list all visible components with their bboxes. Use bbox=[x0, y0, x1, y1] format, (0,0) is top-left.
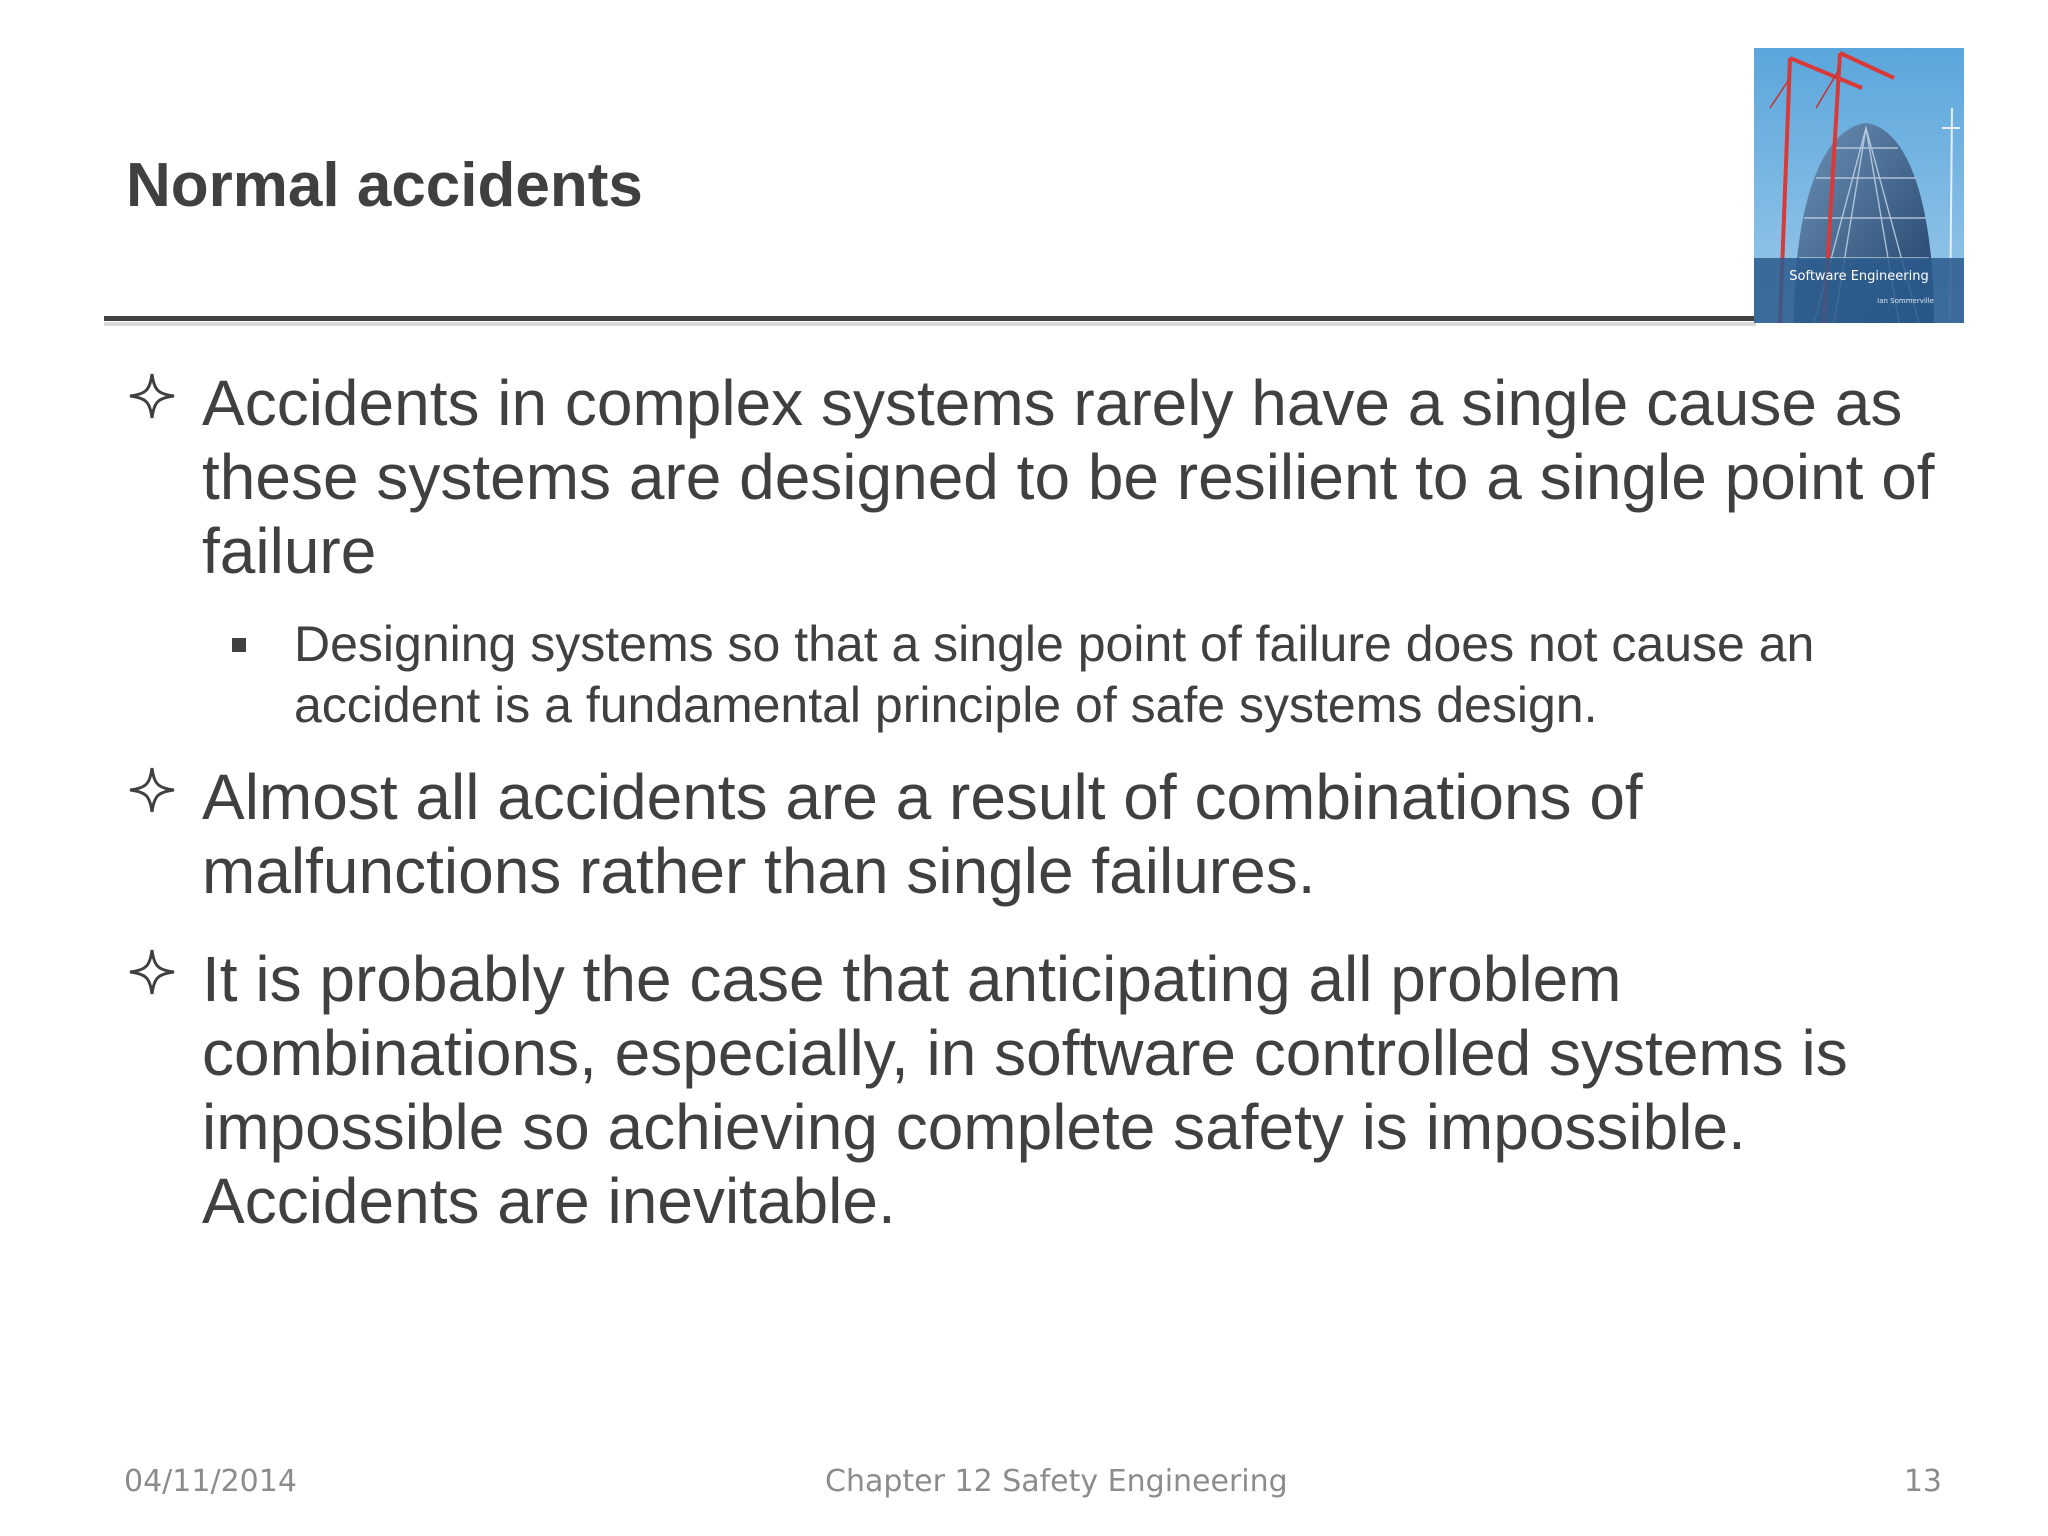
footer-chapter: Chapter 12 Safety Engineering bbox=[825, 1464, 1288, 1499]
footer-page-number: 13 bbox=[1903, 1464, 1942, 1499]
bullet-item bbox=[126, 760, 1956, 908]
cover-title-text: Software Engineering bbox=[1789, 269, 1929, 284]
slide-title: Normal accidents bbox=[126, 151, 643, 220]
bullet-text: Accidents in complex systems rarely have a single cause as these systems are designed to be resilient to a single point of failure bbox=[202, 367, 1935, 587]
title-divider bbox=[104, 316, 1756, 321]
bullet-item bbox=[126, 366, 1956, 588]
title-divider-shadow bbox=[104, 322, 1756, 326]
four-point-star-icon bbox=[126, 946, 178, 998]
sub-bullet-text: Designing systems so that a single point of failure does not cause an accident is a fundamental principle of safe systems design. bbox=[294, 616, 1815, 733]
square-bullet-icon bbox=[232, 638, 246, 652]
cover-author-text: Ian Sommerville bbox=[1877, 297, 1934, 305]
footer-date: 04/11/2014 bbox=[124, 1464, 297, 1499]
slide-content bbox=[126, 366, 1956, 1238]
four-point-star-icon bbox=[126, 764, 178, 816]
bullet-text: Almost all accidents are a result of combinations of malfunctions rather than single failures. bbox=[202, 761, 1643, 907]
four-point-star-icon bbox=[126, 370, 178, 422]
book-cover-image bbox=[1754, 48, 1964, 323]
sub-bullet-item bbox=[294, 614, 1914, 736]
bullet-text: It is probably the case that anticipating all problem combinations, especially, in software controlled systems is impossible so achieving complete safety is impossible. Accidents are inevitable. bbox=[202, 943, 1848, 1237]
bullet-item bbox=[126, 942, 1956, 1238]
